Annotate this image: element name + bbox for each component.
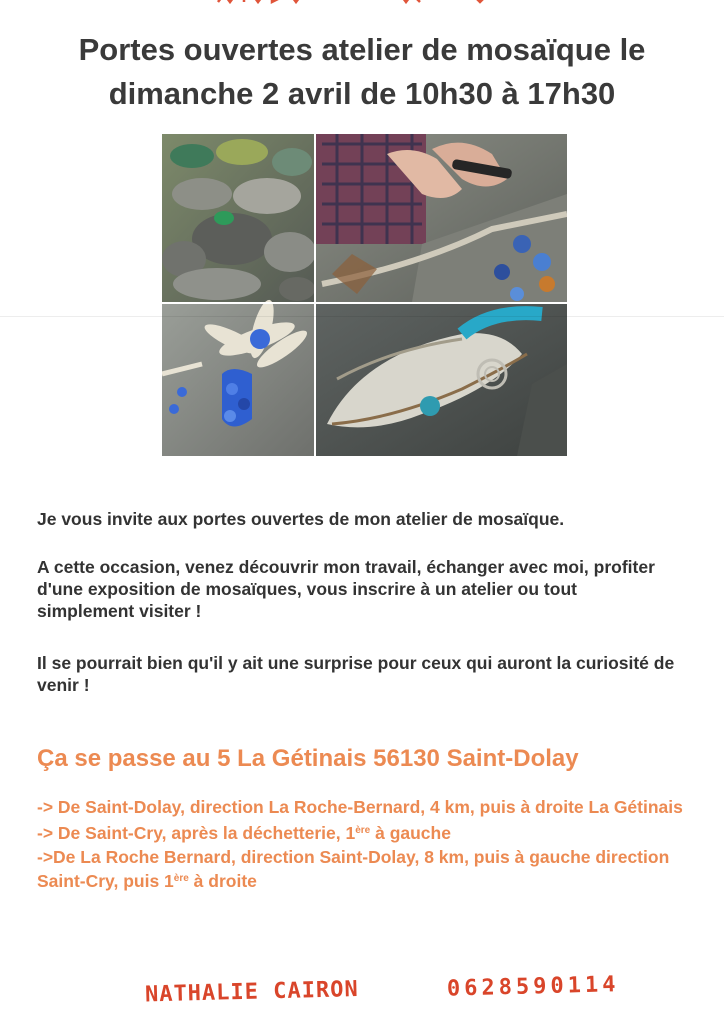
direction-text: à droite bbox=[188, 871, 257, 891]
photo-pebbles bbox=[162, 134, 316, 302]
mosaic-photo-collage bbox=[162, 134, 567, 456]
photo-fish-mosaic bbox=[316, 304, 567, 456]
direction-from-la-roche-bernard bbox=[37, 846, 687, 892]
ordinal-suffix: ère bbox=[173, 873, 189, 884]
direction-text: -> De Saint-Cry, après la déchetterie, 1 bbox=[37, 823, 356, 843]
intro-paragraph-2: A cette occasion, venez découvrir mon travail, échanger avec moi, profiter d'une exposition de mosaïques, vous inscrire à un atelier ou tout simplement visiter ! bbox=[37, 557, 655, 621]
photo-blue-flower bbox=[162, 298, 314, 456]
handwritten-contact bbox=[145, 963, 646, 1016]
direction-text: ->De La Roche Bernard, direction Saint-Dolay, 8 km, puis à gauche direction Saint-Cry, puis 1 bbox=[37, 847, 670, 891]
event-address: Ça se passe au 5 La Gétinais 56130 Saint-Dolay bbox=[37, 745, 579, 772]
title-line-2: dimanche 2 avril de 10h30 à 17h30 bbox=[108, 76, 616, 111]
intro-paragraph-3: Il se pourrait bien qu'il y ait une surprise pour ceux qui auront la curiosité de venir ! bbox=[37, 653, 675, 695]
intro-paragraph-1: Je vous invite aux portes ouvertes de mon atelier de mosaïque. bbox=[37, 509, 565, 529]
direction-text: à gauche bbox=[370, 823, 451, 843]
directions-list bbox=[37, 796, 687, 894]
paper-fold-line bbox=[0, 316, 724, 317]
ordinal-suffix: ère bbox=[355, 825, 371, 836]
handwritten-phone: 0628590114 bbox=[446, 972, 620, 1002]
handwritten-scribble-top bbox=[0, 0, 724, 10]
title-line-1: Portes ouvertes atelier de mosaïque le bbox=[78, 32, 646, 67]
direction-from-saint-dolay bbox=[37, 796, 687, 818]
handwritten-name: NATHALIE CAIRON bbox=[144, 976, 359, 1008]
direction-text: -> De Saint-Dolay, direction La Roche-Bernard, 4 km, puis à droite La Gétinais bbox=[37, 797, 683, 817]
direction-from-saint-cry bbox=[37, 820, 687, 844]
page-title bbox=[20, 28, 704, 116]
photo-hands-cutting bbox=[316, 134, 567, 302]
